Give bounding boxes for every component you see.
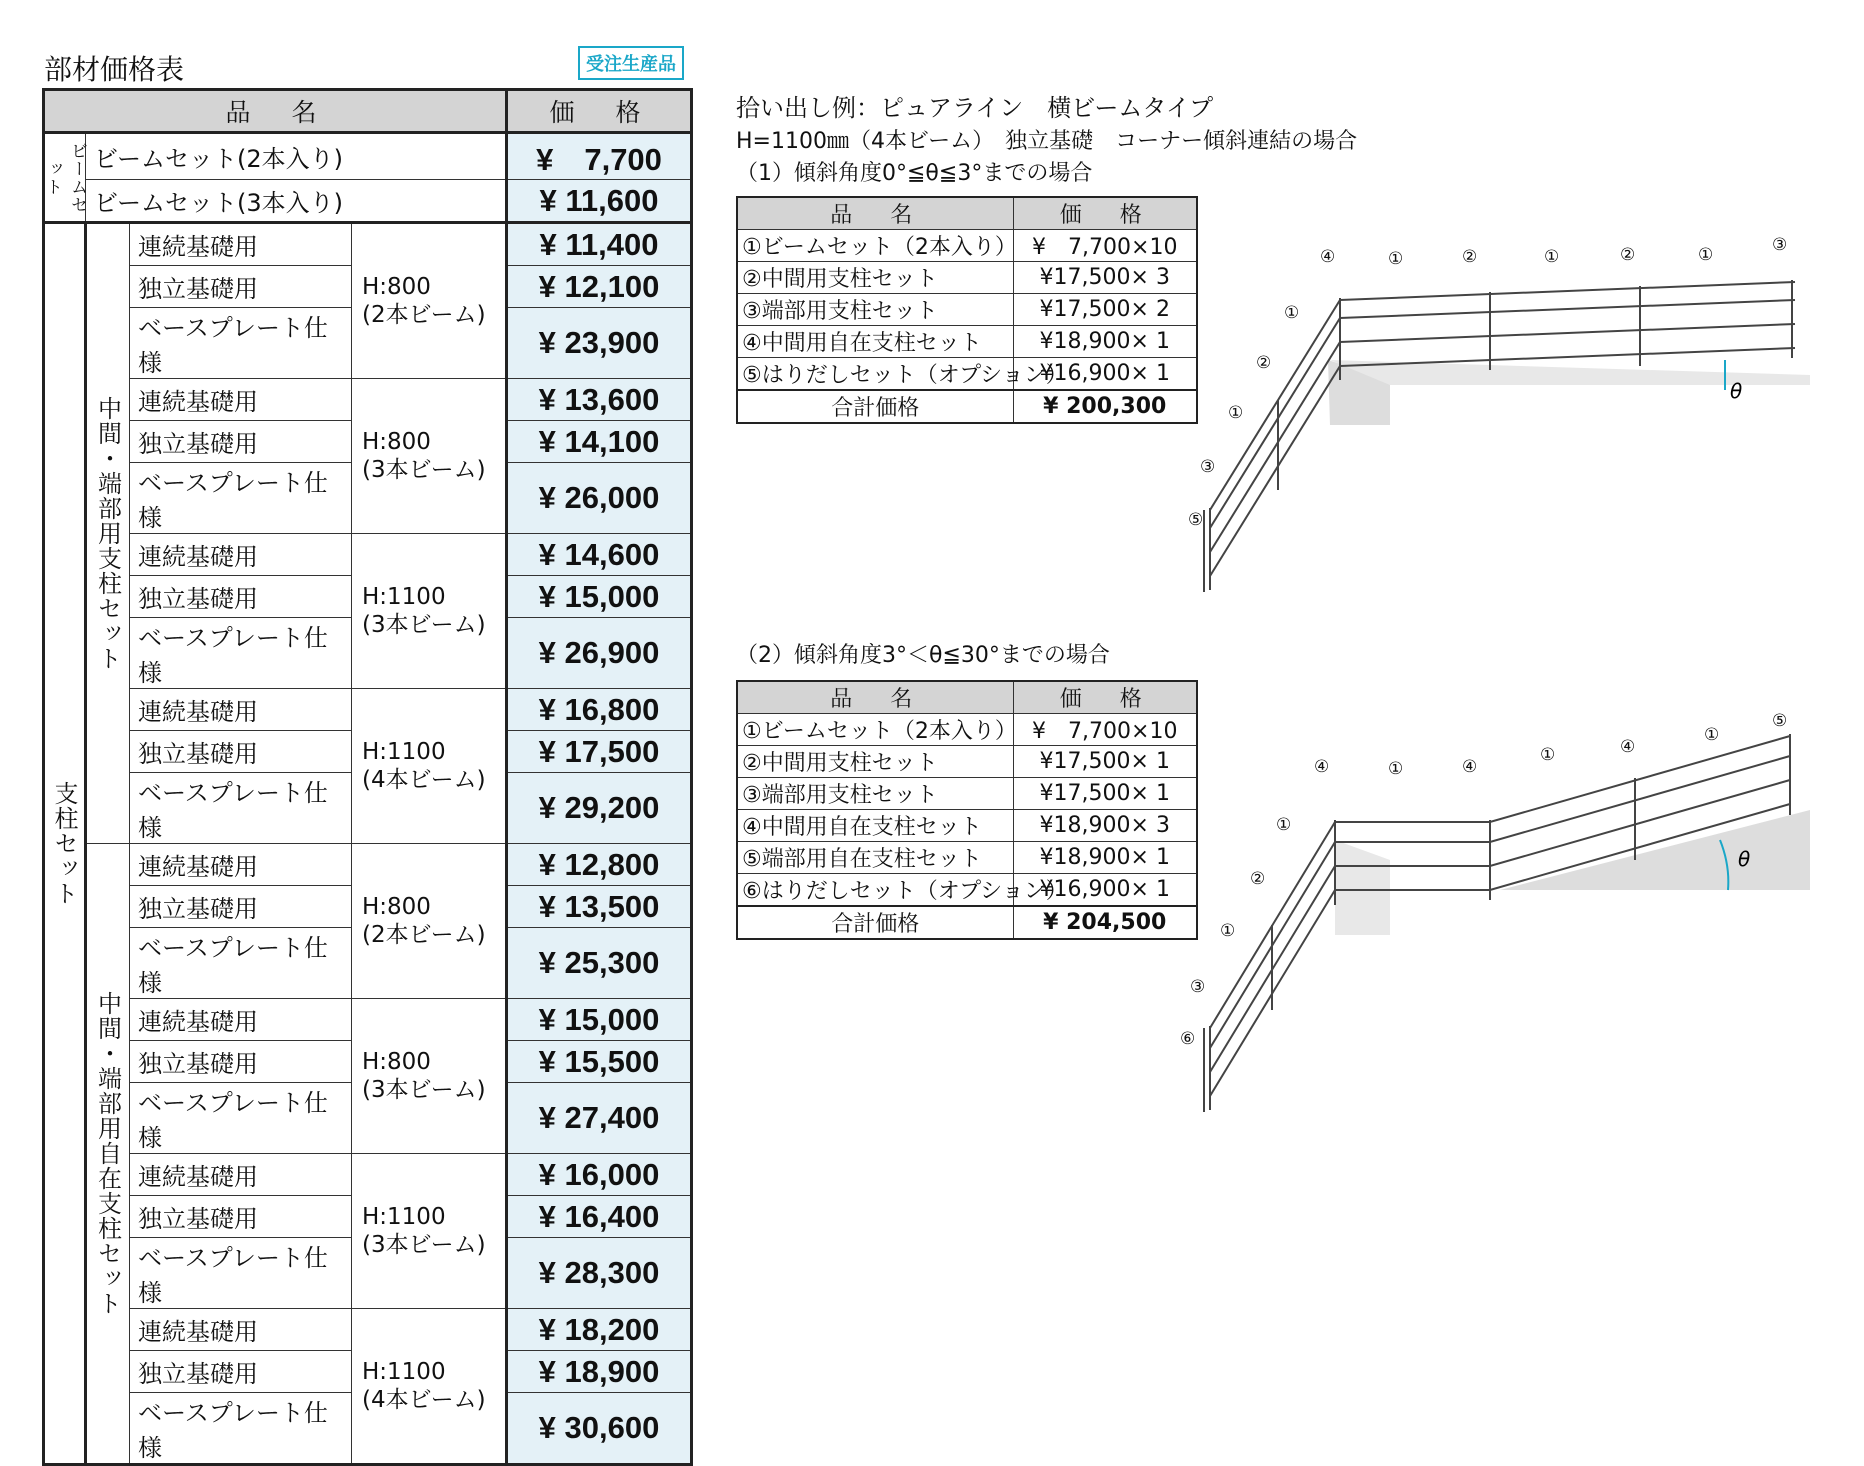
item-price: ¥ 27,400: [507, 1083, 692, 1154]
page-title: 部材価格表: [44, 53, 185, 86]
table-row: [44, 180, 692, 223]
spec-height: H:800: [362, 274, 431, 300]
total-price: ¥ 204,500: [1013, 906, 1197, 939]
example-item-name: ③端部用支柱セット: [737, 294, 1013, 326]
fence-diagram-slope: [1160, 690, 1820, 1130]
callout-label: ②: [1462, 247, 1478, 267]
callout-label: ②: [1250, 869, 1266, 889]
callout-label: ①: [1220, 921, 1236, 941]
total-price: ¥ 200,300: [1013, 390, 1197, 423]
item-price: ¥ 13,500: [507, 886, 692, 928]
spec-cell: [352, 223, 507, 379]
example-item-price: ¥18,900× 3: [1013, 810, 1197, 842]
item-name: 連続基礎用: [130, 223, 352, 266]
example-row: [737, 358, 1197, 391]
callout-label: ①: [1228, 403, 1244, 423]
spec-beams: (3本ビーム): [362, 1077, 486, 1103]
callout-label: ①: [1284, 303, 1300, 323]
case1-title: （1）傾斜角度0°≦θ≦3°までの場合: [736, 161, 1093, 186]
spec-cell: [352, 689, 507, 844]
spec-height: H:1100: [362, 1204, 446, 1230]
case2-table: [736, 680, 1198, 940]
item-name: 連続基礎用: [130, 534, 352, 576]
spec-height: H:800: [362, 429, 431, 455]
col-name: 品 名: [737, 197, 1013, 230]
table-row: [44, 1154, 692, 1196]
header-name: 品 名: [44, 90, 507, 133]
example-total-row: [737, 390, 1197, 423]
item-price: ¥ 17,500: [507, 731, 692, 773]
spec-height: H:1100: [362, 739, 446, 765]
item-price: ¥ 18,200: [507, 1309, 692, 1351]
spec-height: H:1100: [362, 584, 446, 610]
item-name: ベースプレート仕様: [130, 463, 352, 534]
example-item-name: ②中間用支柱セット: [737, 262, 1013, 294]
callout-label: ②: [1620, 245, 1636, 265]
item-name: 独立基礎用: [130, 1351, 352, 1393]
item-price: ¥ 29,200: [507, 773, 692, 844]
item-name: 独立基礎用: [130, 886, 352, 928]
item-name: ベースプレート仕様: [130, 618, 352, 689]
callout-label: ①: [1544, 247, 1560, 267]
case2-title: （2）傾斜角度3°＜θ≦30°までの場合: [736, 643, 1110, 668]
made-to-order-badge: 受注生産品: [578, 46, 684, 80]
spec-height: H:800: [362, 894, 431, 920]
example-row: [737, 230, 1197, 262]
item-price: ¥ 25,300: [507, 928, 692, 999]
callout-label: ①: [1540, 745, 1556, 765]
example-item-name: ①ビームセット（2本入り）: [737, 230, 1013, 262]
example-item-price: ¥17,500× 1: [1013, 746, 1197, 778]
col-price: 価 格: [1013, 197, 1197, 230]
callout-label: ③: [1772, 235, 1788, 255]
item-price: ¥ 13,600: [507, 379, 692, 421]
example-item-name: ⑤はりだしセット（オプション）: [737, 358, 1013, 391]
item-name: ベースプレート仕様: [130, 1083, 352, 1154]
callout-label: ①: [1388, 759, 1404, 779]
callout-label: ①: [1698, 245, 1714, 265]
table-row: [44, 1309, 692, 1351]
example-item-name: ③端部用支柱セット: [737, 778, 1013, 810]
spec-beams: (3本ビーム): [362, 457, 486, 483]
item-price: ¥ 30,600: [507, 1393, 692, 1465]
item-name: 連続基礎用: [130, 844, 352, 886]
example-row: [737, 810, 1197, 842]
example-heading: 拾い出し例：ピュアライン 横ビームタイプ: [736, 94, 1214, 122]
item-name: 独立基礎用: [130, 421, 352, 463]
item-name: ビームセット(3本入り): [86, 180, 507, 223]
spec-cell: [352, 534, 507, 689]
example-item-price: ¥ 7,700×10: [1013, 230, 1197, 262]
callout-label: ⑥: [1180, 1029, 1196, 1049]
item-price: ¥ 16,800: [507, 689, 692, 731]
col-name: 品 名: [737, 681, 1013, 714]
table-row: [44, 379, 692, 421]
example-header-row: [737, 197, 1197, 230]
table-row: [44, 999, 692, 1041]
item-price: ¥ 23,900: [507, 308, 692, 379]
example-row: [737, 842, 1197, 874]
case1-table: [736, 196, 1198, 424]
example-item-name: ②中間用支柱セット: [737, 746, 1013, 778]
item-name: ベースプレート仕様: [130, 308, 352, 379]
item-price: ¥ 16,400: [507, 1196, 692, 1238]
example-subheading: H=1100㎜（4本ビーム） 独立基礎 コーナー傾斜連結の場合: [736, 129, 1358, 154]
item-name: 連続基礎用: [130, 999, 352, 1041]
theta-label: θ: [1730, 379, 1743, 403]
item-price: ¥ 15,000: [507, 576, 692, 618]
example-item-price: ¥17,500× 1: [1013, 778, 1197, 810]
table-header-row: [44, 90, 692, 133]
callout-label: ④: [1314, 757, 1330, 777]
example-total-row: [737, 906, 1197, 939]
item-price: ¥ 15,000: [507, 999, 692, 1041]
example-row: [737, 326, 1197, 358]
callout-label: ②: [1256, 353, 1272, 373]
example-header-row: [737, 681, 1197, 714]
spec-cell: [352, 1309, 507, 1465]
spec-cell: [352, 999, 507, 1154]
subgroup-label: 中間・端部用自在支柱セット: [86, 844, 130, 1465]
item-name: 連続基礎用: [130, 379, 352, 421]
callout-label: ⑤: [1772, 711, 1788, 731]
table-row: [44, 223, 692, 266]
spec-beams: (2本ビーム): [362, 302, 486, 328]
item-price: ¥ 26,000: [507, 463, 692, 534]
item-price: ¥ 15,500: [507, 1041, 692, 1083]
example-row: [737, 294, 1197, 326]
callout-label: ④: [1462, 757, 1478, 777]
item-price: ¥ 7,700: [507, 133, 692, 180]
item-name: ベースプレート仕様: [130, 1393, 352, 1465]
table-row: [44, 844, 692, 886]
item-name: ビームセット(2本入り): [86, 133, 507, 180]
example-item-price: ¥16,900× 1: [1013, 358, 1197, 391]
item-price: ¥ 14,600: [507, 534, 692, 576]
item-name: 独立基礎用: [130, 266, 352, 308]
example-row: [737, 714, 1197, 746]
subgroup-label: 中間・端部用支柱セット: [86, 223, 130, 844]
spec-height: H:1100: [362, 1359, 446, 1385]
item-name: ベースプレート仕様: [130, 1238, 352, 1309]
item-name: ベースプレート仕様: [130, 928, 352, 999]
example-item-price: ¥17,500× 3: [1013, 262, 1197, 294]
example-item-price: ¥18,900× 1: [1013, 326, 1197, 358]
item-price: ¥ 11,600: [507, 180, 692, 223]
item-price: ¥ 12,100: [507, 266, 692, 308]
example-row: [737, 746, 1197, 778]
spec-beams: (4本ビーム): [362, 1387, 486, 1413]
callout-label: ①: [1276, 815, 1292, 835]
example-row: [737, 778, 1197, 810]
spec-beams: (3本ビーム): [362, 612, 486, 638]
item-name: 独立基礎用: [130, 731, 352, 773]
example-item-price: ¥18,900× 1: [1013, 842, 1197, 874]
parts-price-table: [42, 88, 693, 1466]
callout-label: ③: [1190, 977, 1206, 997]
spec-beams: (4本ビーム): [362, 767, 486, 793]
theta-label-2: θ: [1738, 847, 1751, 871]
item-price: ¥ 18,900: [507, 1351, 692, 1393]
item-price: ¥ 12,800: [507, 844, 692, 886]
total-label: 合計価格: [737, 390, 1013, 423]
example-item-price: ¥16,900× 1: [1013, 874, 1197, 907]
col-price: 価 格: [1013, 681, 1197, 714]
item-name: 独立基礎用: [130, 1041, 352, 1083]
example-item-name: ④中間用自在支柱セット: [737, 326, 1013, 358]
item-name: 独立基礎用: [130, 1196, 352, 1238]
spec-cell: [352, 379, 507, 534]
spec-cell: [352, 1154, 507, 1309]
item-price: ¥ 26,900: [507, 618, 692, 689]
table-row: [44, 534, 692, 576]
spec-beams: (2本ビーム): [362, 922, 486, 948]
item-price: ¥ 11,400: [507, 223, 692, 266]
item-price: ¥ 28,300: [507, 1238, 692, 1309]
fence-diagram-flat: [1160, 220, 1820, 600]
spec-beams: (3本ビーム): [362, 1232, 486, 1258]
item-name: 連続基礎用: [130, 1309, 352, 1351]
table-row: [44, 133, 692, 180]
spec-cell: [352, 844, 507, 999]
example-item-price: ¥17,500× 2: [1013, 294, 1197, 326]
example-row: [737, 874, 1197, 907]
example-item-name: ④中間用自在支柱セット: [737, 810, 1013, 842]
item-price: ¥ 16,000: [507, 1154, 692, 1196]
spec-height: H:800: [362, 1049, 431, 1075]
item-name: 独立基礎用: [130, 576, 352, 618]
callout-label: ⑤: [1188, 510, 1204, 530]
table-row: [44, 689, 692, 731]
callout-label: ①: [1388, 249, 1404, 269]
callout-label: ④: [1620, 737, 1636, 757]
item-name: 連続基礎用: [130, 689, 352, 731]
callout-label: ④: [1320, 247, 1336, 267]
item-name: ベースプレート仕様: [130, 773, 352, 844]
example-item-name: ⑥はりだしセット（オプション）: [737, 874, 1013, 907]
beam-group-label: ビームセット: [44, 133, 86, 223]
header-price: 価 格: [507, 90, 692, 133]
example-item-name: ①ビームセット（2本入り）: [737, 714, 1013, 746]
example-row: [737, 262, 1197, 294]
item-name: 連続基礎用: [130, 1154, 352, 1196]
total-label: 合計価格: [737, 906, 1013, 939]
callout-label: ③: [1200, 457, 1216, 477]
example-item-price: ¥ 7,700×10: [1013, 714, 1197, 746]
callout-label: ①: [1704, 725, 1720, 745]
post-group-label: 支柱セット: [44, 223, 86, 1465]
example-item-name: ⑤端部用自在支柱セット: [737, 842, 1013, 874]
item-price: ¥ 14,100: [507, 421, 692, 463]
